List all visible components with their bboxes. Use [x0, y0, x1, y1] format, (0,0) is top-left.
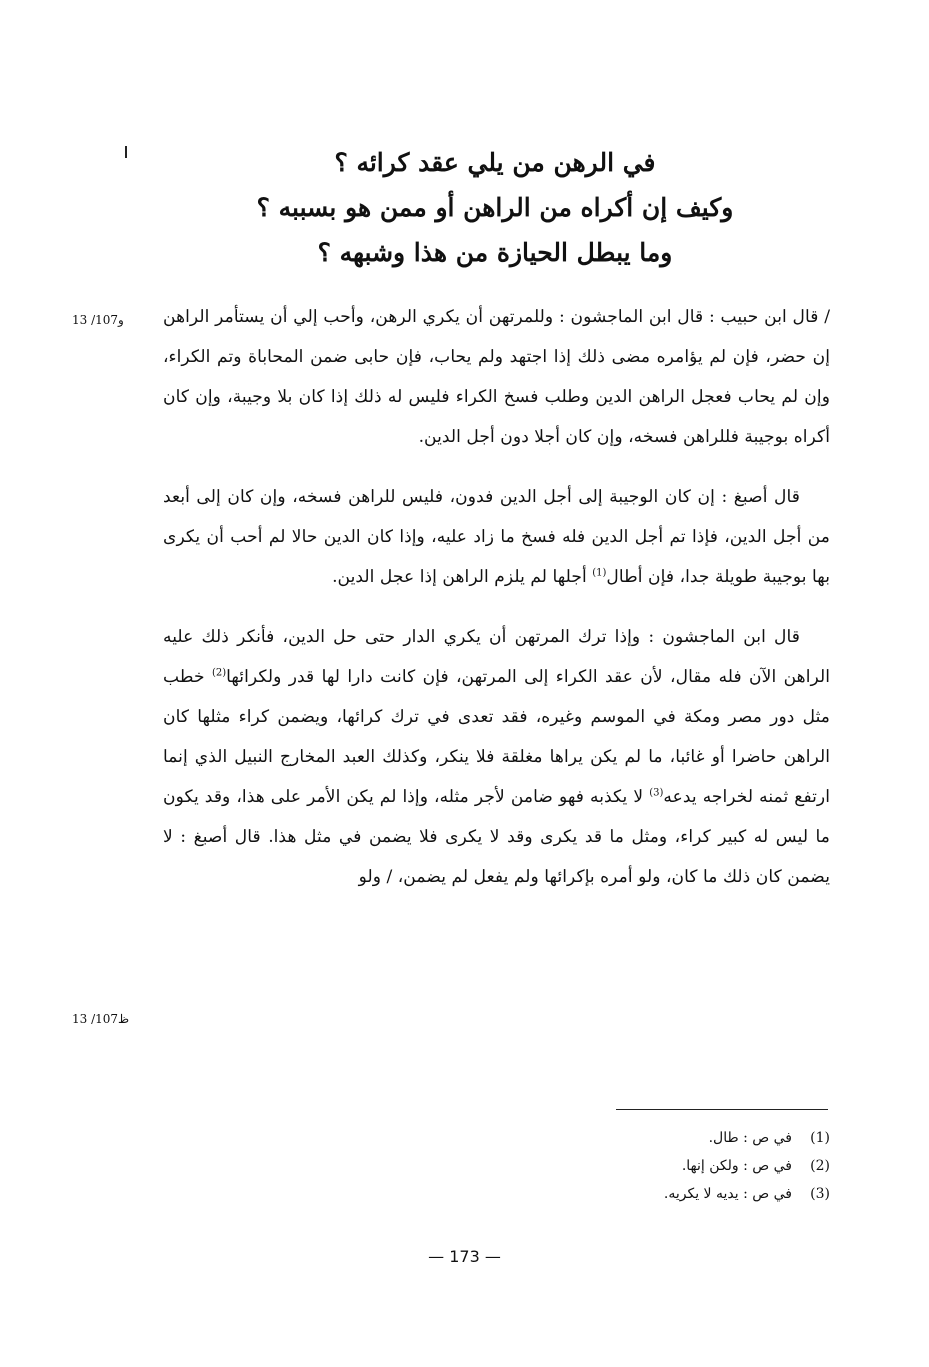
paragraph-3-text-c: لا يكذبه فهو ضامن لأجر مثله، وإذا لم يكن الأمر على هذا، وقد يكون ما ليس له كبير كراء، ومثل ما قد يكرى وقد لا يكرى فلا يضمن في مثل هذا. قال أصبغ : لا يضمن كان ذلك ما كان، ولو أمره بإكرائها ولم يفعل لم يضمن، / ولو [163, 787, 830, 887]
footnote-1 [500, 1124, 830, 1152]
paragraph-2-text-b: أجلها لم يلزم الراهن إذا عجل الدين. [332, 567, 593, 587]
footnote-marker-3: (3) [649, 787, 664, 799]
chapter-headings [165, 140, 825, 275]
footnote-2 [500, 1152, 830, 1180]
paragraph-2 [163, 477, 830, 597]
paragraph-3 [163, 617, 830, 897]
footnote-marker-2: (2) [211, 667, 227, 679]
heading-line-1: في الرهن من يلي عقد كرائه ؟ [334, 148, 656, 177]
page-number: — 173 — [428, 1247, 501, 1266]
footnote-number: (1) [810, 1130, 830, 1146]
footnote-number: (3) [810, 1186, 830, 1202]
heading-line-3: وما يبطل الحيازة من هذا وشبهه ؟ [317, 238, 673, 267]
paragraph-3-text-a: قال ابن الماجشون : وإذا ترك المرتهن أن يكري الدار حتى حل الدين، فأنكر ذلك عليه الراهن الآن فله مقال، لأن عقد الكراء إلى المرتهن، فإن كانت دارا لها قدر ولكرائها [163, 627, 830, 687]
heading-line-2: وكيف إن أكراه من الراهن أو ممن هو بسببه ؟ [256, 193, 734, 222]
footnote-text: في ص : يديه لا يكريه. [663, 1186, 792, 1202]
footnote-divider [616, 1109, 828, 1110]
footnote-marker-1: (1) [592, 567, 607, 579]
paragraph-1: / قال ابن حبيب : قال ابن الماجشون : وللمرتهن أن يكري الرهن، وأحب إلي أن يستأمر الراهن إن حضر، فإن لم يؤامره مضى ذلك إذا اجتهد ولم يحاب، فإن حابى ضمن المحاباة وتم الكراء، وإن لم يحاب فعجل الراهن الدين وطلب فسخ الكراء فليس له ذلك إذا كان بلا وجيبة، وإن كان أكراه بوجيبة فللراهن فسخه، وإن كان أجلا دون أجل الدين. [163, 307, 830, 447]
margin-tick-mark [125, 146, 127, 158]
paragraph-2-text-a: قال أصبغ : إن كان الوجيبة إلى أجل الدين فدون، فليس للراهن فسخه، وإن كان إلى أبعد من أجل الدين، فإذا تم أجل الدين فله فسخ ما زاد عليه، وإذا كان الدين حالا لم أحب أن يكرى بها بوجيبة طويلة جدا، فإن أطال [163, 487, 830, 587]
footnote-number: (2) [810, 1158, 830, 1174]
margin-folio-ref-2: 13 /107ظ [72, 1012, 130, 1026]
margin-folio-ref-1: 13 /107و [72, 313, 124, 327]
footnote-3 [500, 1180, 830, 1208]
main-text [163, 297, 830, 917]
footnote-text: في ص : ولكن إنها. [681, 1158, 792, 1174]
paragraph-3-text-b: خطب مثل دور مصر ومكة في الموسم وغيره، فقد تعدى في ترك كرائها، ويضمن كراء مثلها كان الراهن حاضرا أو غائبا، ما لم يكن يراها مغلقة فلا ينكر، وكذلك العبد المخارج النبيل الذي إنما ارتفع ثمنه لخراجه يدعه [163, 667, 831, 807]
footnote-text: في ص : طال. [708, 1130, 792, 1146]
footnotes [500, 1124, 830, 1208]
